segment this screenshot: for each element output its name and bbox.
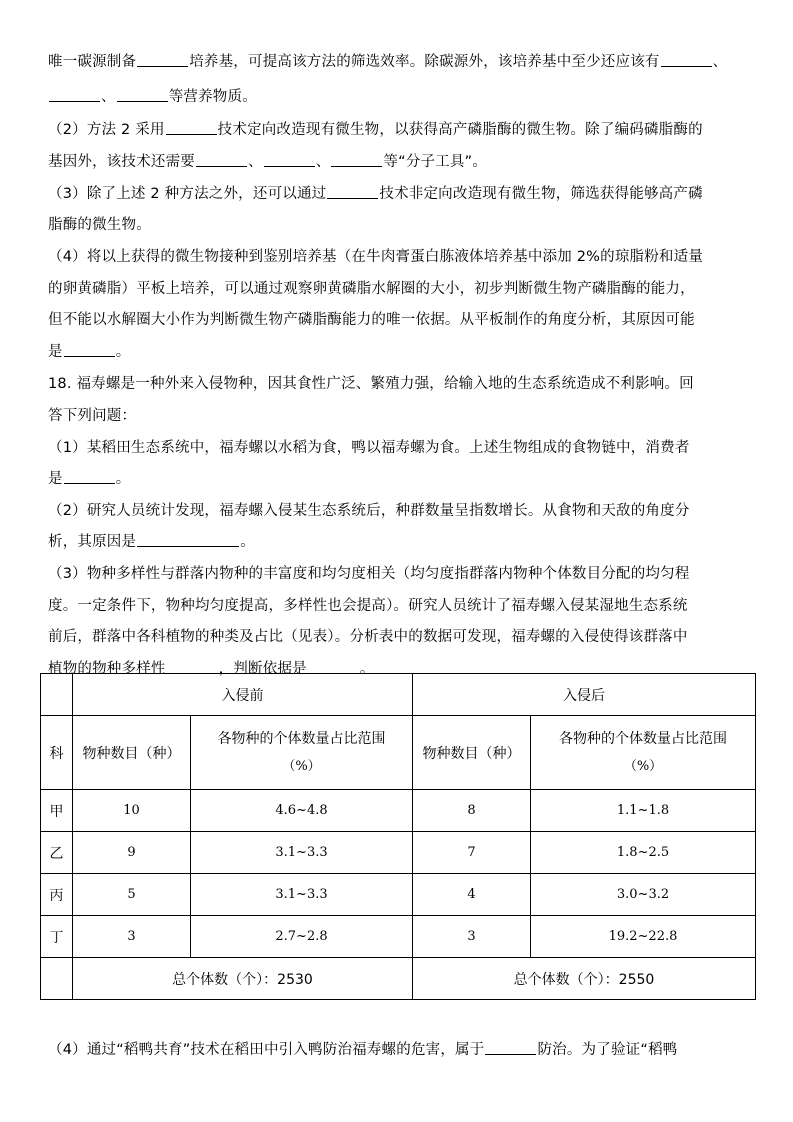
text-segment: 但不能以水解圈大小作为判断微生物产磷脂酶能力的唯一依据。从平板制作的角度分析，其原因可能 bbox=[48, 312, 695, 328]
before-invasion-header: 入侵前 bbox=[73, 674, 413, 716]
text-segment: 培养基，可提高该方法的筛选效率。除碳源外，该培养基中至少还应该有 bbox=[189, 54, 660, 70]
text-segment: 度。一定条件下，物种均匀度提高，多样性也会提高）。研究人员统计了福寿螺入侵某湿地生态系统 bbox=[48, 598, 688, 614]
text-line bbox=[48, 438, 690, 458]
ratio-unit-text: （%） bbox=[282, 758, 321, 774]
before-range-cell: 3.1~3.3 bbox=[191, 832, 413, 874]
after-ratio-header bbox=[531, 716, 756, 790]
text-segment: 等营养物质。 bbox=[168, 89, 257, 105]
text-line bbox=[48, 247, 703, 267]
text-segment: 、 bbox=[712, 54, 728, 70]
text-segment: （3）除了上述 2 种方法之外，还可以通过 bbox=[48, 186, 327, 202]
text-segment: 植物的物种多样性 bbox=[48, 661, 166, 677]
plant-family-table bbox=[40, 673, 756, 1000]
text-segment: （4）将以上获得的微生物接种到鉴别培养基（在牛肉膏蛋白胨液体培养基中添加 2%的琼脂粉和适量 bbox=[48, 249, 704, 265]
empty-total-cell bbox=[41, 958, 73, 1000]
answer-blank[interactable] bbox=[137, 532, 239, 547]
text-segment: 基因外，该技术还需要 bbox=[48, 154, 195, 170]
ratio-unit-text: （%） bbox=[623, 758, 663, 774]
after-count-cell: 7 bbox=[413, 832, 531, 874]
after-species-count-header: 物种数目（种） bbox=[413, 716, 531, 790]
answer-blank[interactable] bbox=[485, 1040, 536, 1055]
text-segment: 、 bbox=[315, 154, 331, 170]
text-line bbox=[48, 279, 695, 299]
text-line bbox=[48, 120, 703, 140]
text-segment: 防治。为了验证“稻鸭 bbox=[537, 1042, 678, 1058]
text-segment: 等“分子工具”。 bbox=[383, 154, 488, 170]
table-header-row bbox=[41, 674, 756, 716]
text-segment: 是 bbox=[48, 471, 63, 487]
before-range-cell: 3.1~3.3 bbox=[191, 874, 413, 916]
text-segment: 。 bbox=[240, 534, 255, 550]
after-range-cell: 3.0~3.2 bbox=[531, 874, 756, 916]
text-line bbox=[48, 532, 255, 552]
family-cell: 丁 bbox=[41, 916, 73, 958]
before-ratio-header bbox=[191, 716, 413, 790]
text-line bbox=[48, 627, 688, 647]
after-range-cell: 19.2~22.8 bbox=[531, 916, 756, 958]
text-line bbox=[48, 406, 136, 426]
text-segment: （4）通过“稻鸭共育”技术在稻田中引入鸭防治福寿螺的危害，属于 bbox=[48, 1042, 485, 1058]
text-segment: ，判断依据是 bbox=[218, 661, 307, 677]
text-segment: 18. 福寿螺是一种外来入侵物种，因其食性广泛、繁殖力强，给输入地的生态系统造成不利影响。回 bbox=[48, 376, 694, 392]
text-line bbox=[48, 184, 703, 204]
answer-blank[interactable] bbox=[196, 152, 247, 167]
text-segment: 。 bbox=[115, 471, 131, 487]
ratio-header-text: 各物种的个体数量占比范围 bbox=[217, 730, 386, 747]
text-segment: 析，其原因是 bbox=[48, 534, 137, 550]
text-segment: 、 bbox=[101, 89, 116, 105]
text-segment: （3）物种多样性与群落内物种的丰富度和均匀度相关（均匀度指群落内物种个体数目分配的均匀程 bbox=[48, 566, 690, 582]
after-count-cell: 3 bbox=[413, 916, 531, 958]
before-species-count-header: 物种数目（种） bbox=[73, 716, 191, 790]
text-line bbox=[48, 215, 151, 235]
before-count-cell: 3 bbox=[73, 916, 191, 958]
text-line bbox=[48, 596, 688, 616]
total-after-cell: 总个体数（个）：2550 bbox=[413, 958, 756, 1000]
family-header: 科 bbox=[41, 716, 73, 790]
table-row bbox=[41, 832, 756, 874]
text-segment: 技术非定向改造现有微生物，筛选获得能够高产磷 bbox=[379, 186, 703, 202]
text-segment: 的卵黄磷脂）平板上培养，可以通过观察卵黄磷脂水解圈的大小，初步判断微生物产磷脂酶的能力， bbox=[48, 281, 695, 297]
answer-blank[interactable] bbox=[49, 87, 100, 102]
text-line bbox=[48, 1040, 677, 1060]
text-segment: 唯一碳源制备 bbox=[48, 54, 137, 70]
before-range-cell: 2.7~2.8 bbox=[191, 916, 413, 958]
text-line bbox=[48, 501, 690, 521]
after-range-cell: 1.8~2.5 bbox=[531, 832, 756, 874]
answer-blank[interactable] bbox=[64, 469, 115, 484]
after-count-cell: 8 bbox=[413, 790, 531, 832]
ratio-header-text: 各物种的个体数量占比范围 bbox=[559, 730, 727, 747]
before-range-cell: 4.6~4.8 bbox=[191, 790, 413, 832]
text-segment: 脂酶的微生物。 bbox=[48, 217, 151, 233]
text-line bbox=[48, 564, 690, 584]
table-row bbox=[41, 916, 756, 958]
before-count-cell: 5 bbox=[73, 874, 191, 916]
table-row bbox=[41, 874, 756, 916]
total-before-cell: 总个体数（个）：2530 bbox=[73, 958, 413, 1000]
text-segment: 前后，群落中各科植物的种类及占比（见表）。分析表中的数据可发现，福寿螺的入侵使得该群落中 bbox=[48, 629, 688, 645]
text-line bbox=[48, 310, 695, 330]
answer-blank[interactable] bbox=[166, 120, 217, 135]
text-segment: （2）方法 2 采用 bbox=[48, 122, 165, 138]
family-cell: 丙 bbox=[41, 874, 73, 916]
text-segment: （1）某稻田生态系统中，福寿螺以水稻为食，鸭以福寿螺为食。上述生物组成的食物链中，消费者 bbox=[48, 440, 690, 456]
text-line bbox=[48, 152, 487, 172]
text-line bbox=[48, 342, 130, 362]
after-range-cell: 1.1~1.8 bbox=[531, 790, 756, 832]
answer-blank[interactable] bbox=[117, 87, 168, 102]
answer-blank[interactable] bbox=[264, 152, 315, 167]
family-cell: 乙 bbox=[41, 832, 73, 874]
answer-blank[interactable] bbox=[661, 52, 712, 67]
before-count-cell: 10 bbox=[73, 790, 191, 832]
family-cell: 甲 bbox=[41, 790, 73, 832]
text-segment: 是 bbox=[48, 344, 63, 360]
after-invasion-header: 入侵后 bbox=[413, 674, 756, 716]
table-subheader-row bbox=[41, 716, 756, 790]
answer-blank[interactable] bbox=[64, 342, 115, 357]
text-segment: 技术定向改造现有微生物，以获得高产磷脂酶的微生物。除了编码磷脂酶的 bbox=[217, 122, 703, 138]
text-line bbox=[48, 469, 130, 489]
answer-blank[interactable] bbox=[137, 52, 188, 67]
empty-corner-cell bbox=[41, 674, 73, 716]
answer-blank[interactable] bbox=[167, 659, 218, 674]
text-line bbox=[48, 52, 727, 72]
before-count-cell: 9 bbox=[73, 832, 191, 874]
answer-blank[interactable] bbox=[331, 152, 382, 167]
answer-blank[interactable] bbox=[308, 659, 359, 674]
text-line bbox=[48, 374, 694, 394]
text-segment: 答下列问题： bbox=[48, 408, 137, 424]
table-total-row bbox=[41, 958, 756, 1000]
text-line bbox=[48, 87, 257, 107]
text-segment: 。 bbox=[115, 344, 131, 360]
answer-blank[interactable] bbox=[327, 184, 378, 199]
text-segment: 。 bbox=[359, 661, 375, 677]
text-segment: 、 bbox=[248, 154, 263, 170]
table-row bbox=[41, 790, 756, 832]
text-segment: （2）研究人员统计发现，福寿螺入侵某生态系统后，种群数量呈指数增长。从食物和天敌的角度分 bbox=[48, 503, 690, 519]
after-count-cell: 4 bbox=[413, 874, 531, 916]
